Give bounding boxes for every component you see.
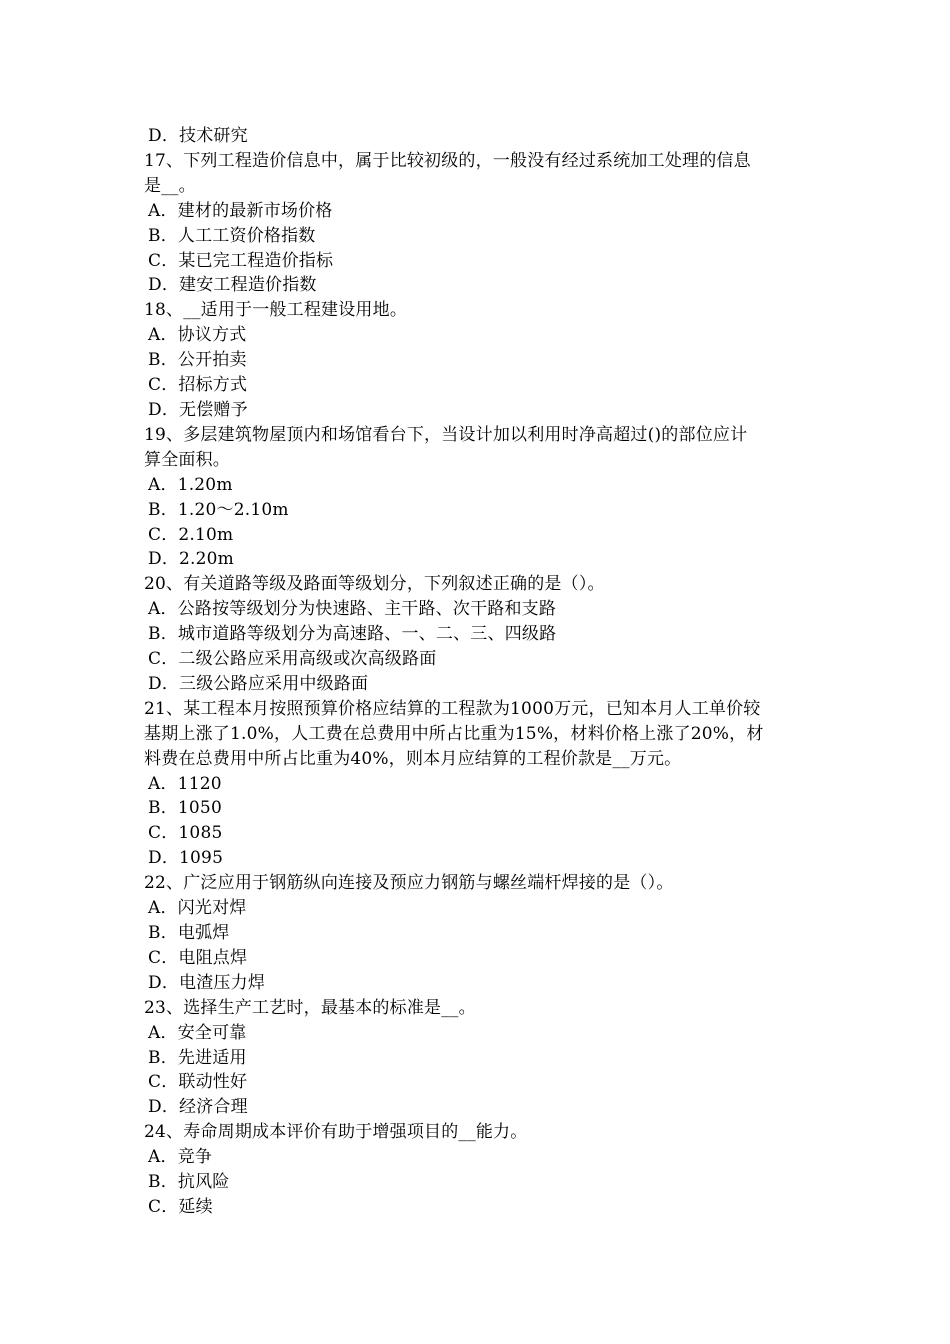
option-line: B．人工工资价格指数 [148, 225, 316, 246]
option-line: C．联动性好 [148, 1072, 248, 1093]
option-line: D．经济合理 [148, 1097, 248, 1118]
option-line: D．三级公路应采用中级路面 [148, 673, 369, 694]
option-line: B．抗风险 [148, 1172, 230, 1193]
option-line: D．建安工程造价指数 [148, 275, 317, 296]
option-line: D．1095 [148, 848, 224, 869]
question-line: 24、寿命周期成本评价有助于增强项目的__能力。 [144, 1122, 528, 1143]
option-line: B．1.20～2.10m [148, 499, 289, 520]
option-line: C．某已完工程造价指标 [148, 250, 334, 271]
question-line: 是__。 [144, 175, 196, 196]
question-line: 算全面积。 [144, 449, 230, 470]
option-line: A．1.20m [148, 474, 233, 495]
question-line: 22、广泛应用于钢筋纵向连接及预应力钢筋与螺丝端杆焊接的是（）。 [144, 873, 674, 894]
option-line: A．协议方式 [148, 325, 247, 346]
option-line: A．竞争 [148, 1147, 213, 1168]
question-line: 基期上涨了1.0%，人工费在总费用中所占比重为15%，材料价格上涨了20%，材 [144, 723, 764, 744]
exam-question-list [144, 124, 810, 1220]
question-line: 21、某工程本月按照预算价格应结算的工程款为1000万元，已知本月人工单价较 [144, 698, 761, 719]
option-line: D．电渣压力焊 [148, 972, 266, 993]
option-line: C．招标方式 [148, 375, 248, 396]
question-line: 料费在总费用中所占比重为40%，则本月应结算的工程价款是__万元。 [144, 748, 682, 769]
question-line: 18、__适用于一般工程建设用地。 [144, 300, 408, 321]
option-line: B．公开拍卖 [148, 350, 247, 371]
option-line: B．1050 [148, 798, 222, 819]
option-line: A．公路按等级划分为快速路、主干路、次干路和支路 [148, 599, 557, 620]
option-line: B．先进适用 [148, 1047, 247, 1068]
option-line: A．闪光对焊 [148, 898, 247, 919]
option-line: D．2.20m [148, 549, 235, 570]
option-line: C．延续 [148, 1196, 213, 1217]
question-line: 19、多层建筑物屋顶内和场馆看台下，当设计加以利用时净高超过()的部位应计 [144, 424, 748, 445]
question-line: 20、有关道路等级及路面等级划分，下列叙述正确的是（）。 [144, 574, 605, 595]
option-line: C．二级公路应采用高级或次高级路面 [148, 649, 437, 670]
option-line: A．安全可靠 [148, 1022, 247, 1043]
option-line: D．技术研究 [148, 126, 248, 146]
option-line: A．1120 [148, 773, 222, 794]
option-line: C．2.10m [148, 524, 234, 545]
question-line: 17、下列工程造价信息中，属于比较初级的，一般没有经过系统加工处理的信息 [144, 150, 751, 171]
option-line: D．无偿赠予 [148, 399, 248, 420]
option-line: B．城市道路等级划分为高速路、一、二、三、四级路 [148, 624, 557, 645]
option-line: B．电弧焊 [148, 923, 230, 943]
option-line: A．建材的最新市场价格 [148, 200, 333, 221]
option-line: C．1085 [148, 823, 223, 844]
question-line: 23、选择生产工艺时，最基本的标准是__。 [144, 997, 476, 1018]
option-line: C．电阻点焊 [148, 947, 248, 968]
